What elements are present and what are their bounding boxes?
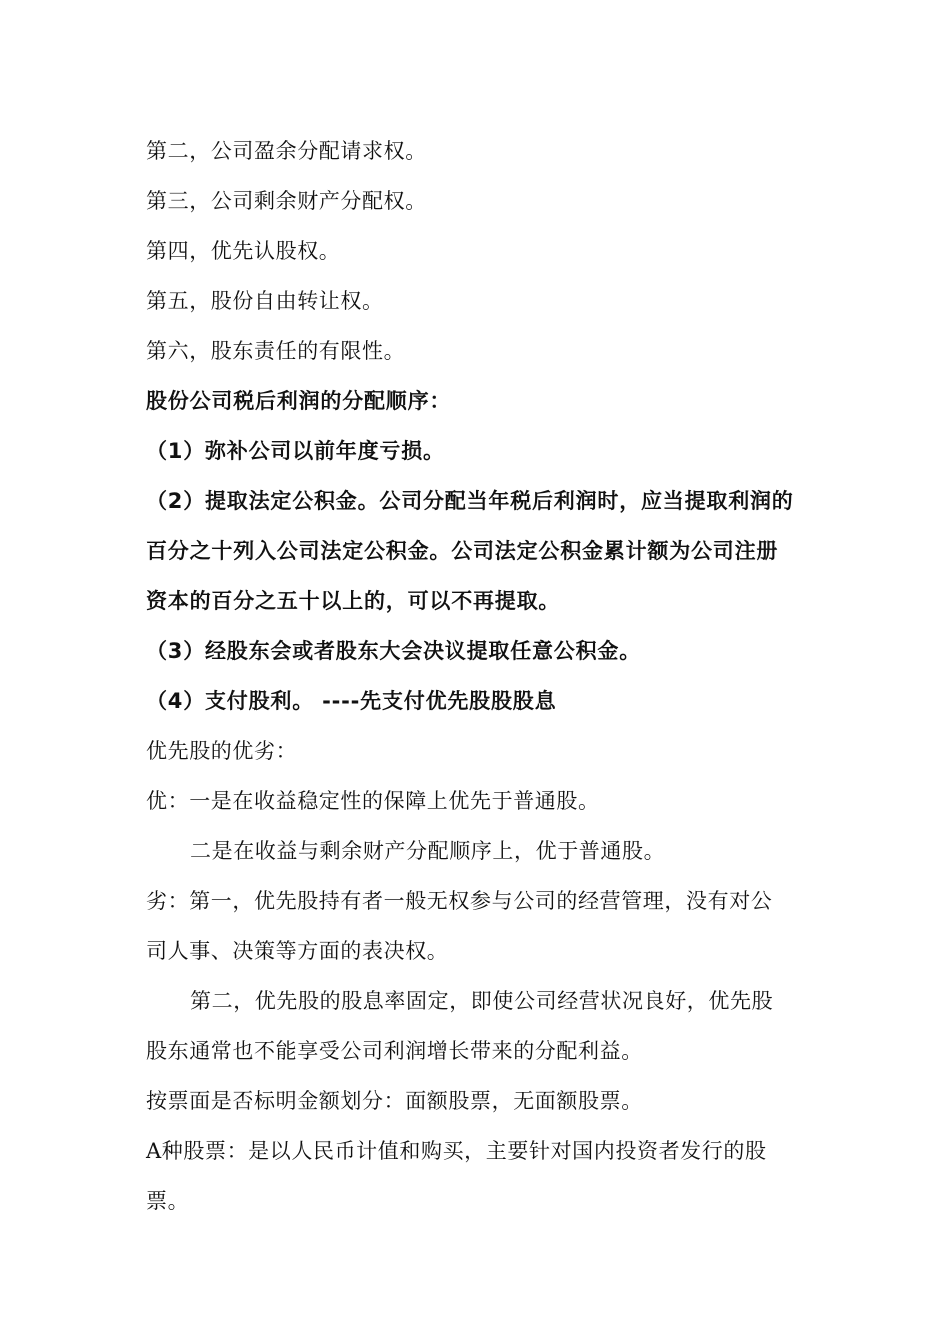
text-line: 优：一是在收益稳定性的保障上优先于普通股。	[146, 789, 600, 813]
text-line: 第二，优先股的股息率固定，即使公司经营状况良好，优先股	[190, 989, 774, 1013]
text-line: 第五，股份自由转让权。	[146, 289, 384, 313]
text-line: A种股票：是以人民币计值和购买，主要针对国内投资者发行的股	[146, 1139, 767, 1163]
text-line: 二是在收益与剩余财产分配顺序上，优于普通股。	[190, 839, 666, 863]
text-line: （3）经股东会或者股东大会决议提取任意公积金。	[146, 639, 642, 663]
text-line: （2）提取法定公积金。公司分配当年税后利润时，应当提取利润的	[146, 489, 794, 513]
text-line: 司人事、决策等方面的表决权。	[146, 939, 449, 963]
text-line: （1）弥补公司以前年度亏损。	[146, 439, 445, 463]
text-line: 第六，股东责任的有限性。	[146, 339, 406, 363]
text-line: 第四，优先认股权。	[146, 239, 341, 263]
text-line: 资本的百分之五十以上的，可以不再提取。	[146, 589, 561, 613]
text-line: 按票面是否标明金额划分：面额股票，无面额股票。	[146, 1089, 643, 1113]
text-line: 票。	[146, 1189, 190, 1213]
text-line: 优先股的优劣：	[146, 739, 298, 763]
text-line: 股东通常也不能享受公司利润增长带来的分配利益。	[146, 1039, 643, 1063]
text-line: 劣：第一，优先股持有者一般无权参与公司的经营管理，没有对公	[146, 889, 773, 913]
text-line: 百分之十列入公司法定公积金。公司法定公积金累计额为公司注册	[146, 539, 779, 563]
text-line: （4）支付股利。 ----先支付优先股股股息	[146, 689, 557, 713]
section-heading: 股份公司税后利润的分配顺序：	[146, 389, 452, 413]
text-line: 第三，公司剩余财产分配权。	[146, 189, 427, 213]
text-line: 第二，公司盈余分配请求权。	[146, 139, 427, 163]
